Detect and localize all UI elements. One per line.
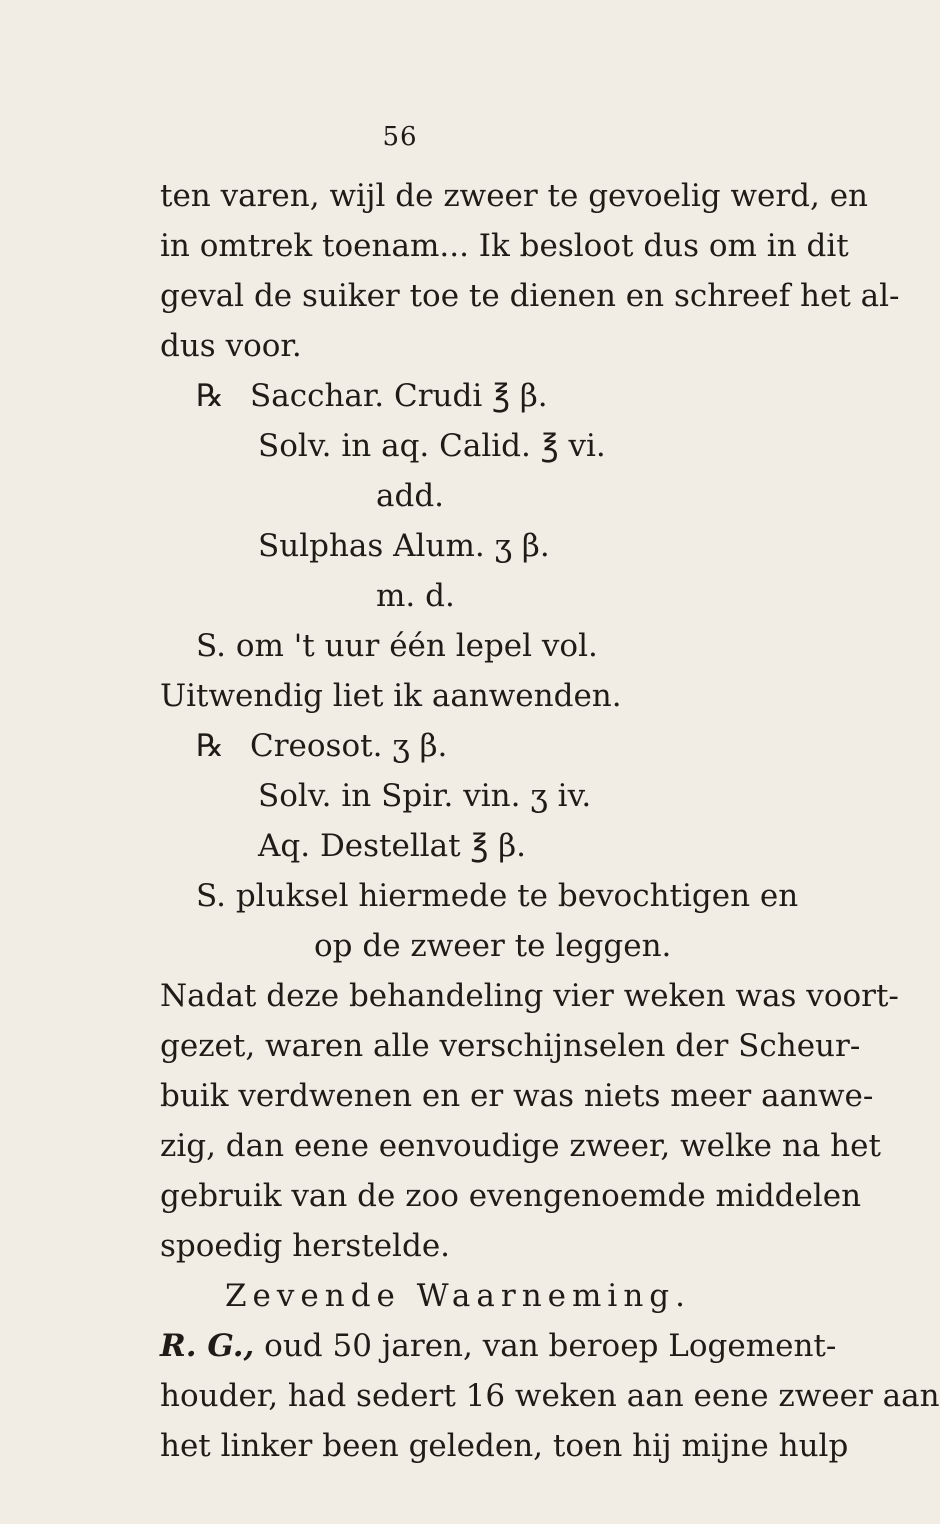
text-line: dus voor. (160, 328, 302, 364)
text-line: Uitwendig liet ik aanwenden. (160, 678, 622, 714)
text-line: houder, had sedert 16 weken aan eene zweer aan (160, 1378, 940, 1414)
page-number: 56 (382, 122, 418, 152)
section-heading: Zevende Waarneming. (225, 1278, 691, 1314)
recipe-sign-icon: ℞ (196, 378, 224, 414)
recipe-line: m. d. (376, 578, 455, 614)
patient-initials: R. G., (160, 1328, 255, 1364)
text-line: Nadat deze behandeling vier weken was voort- (160, 978, 899, 1014)
recipe-signa: S. pluksel hiermede te bevochtigen en (196, 878, 799, 914)
text-line: spoedig herstelde. (160, 1228, 451, 1264)
recipe-ingredient: Creosot. ʒ β. (250, 728, 448, 764)
recipe-line: Sulphas Alum. ʒ β. (258, 528, 550, 564)
recipe-ingredient: Sacchar. Crudi ℥ β. (250, 378, 548, 414)
text-line (160, 1326, 837, 1366)
recipe-line: Solv. in Spir. vin. ʒ iv. (258, 778, 592, 814)
text-line: het linker been geleden, toen hij mijne hulp (160, 1428, 849, 1464)
text-line: in omtrek toenam... Ik besloot dus om in dit (160, 228, 849, 264)
text-line: zig, dan eene eenvoudige zweer, welke na het (160, 1128, 881, 1164)
recipe-line: add. (376, 478, 445, 514)
text-line: ten varen, wijl de zweer te gevoelig werd, en (160, 178, 869, 214)
text-line: gezet, waren alle verschijnselen der Scheur- (160, 1028, 861, 1064)
recipe-sign-icon: ℞ (196, 728, 224, 764)
recipe-line (196, 726, 447, 766)
recipe-line: Solv. in aq. Calid. ℥ vi. (258, 428, 606, 464)
recipe-line: Aq. Destellat ℥ β. (258, 828, 527, 864)
text-line: gebruik van de zoo evengenoemde middelen (160, 1178, 862, 1214)
text-line: buik verdwenen en er was niets meer aanwe- (160, 1078, 874, 1114)
text-fragment: oud 50 jaren, van beroep Logement- (264, 1328, 837, 1364)
recipe-signa: S. om 't uur één lepel vol. (196, 628, 598, 664)
text-line: geval de suiker toe te dienen en schreef het al- (160, 278, 900, 314)
recipe-signa: op de zweer te leggen. (314, 928, 672, 964)
recipe-line (196, 376, 548, 416)
